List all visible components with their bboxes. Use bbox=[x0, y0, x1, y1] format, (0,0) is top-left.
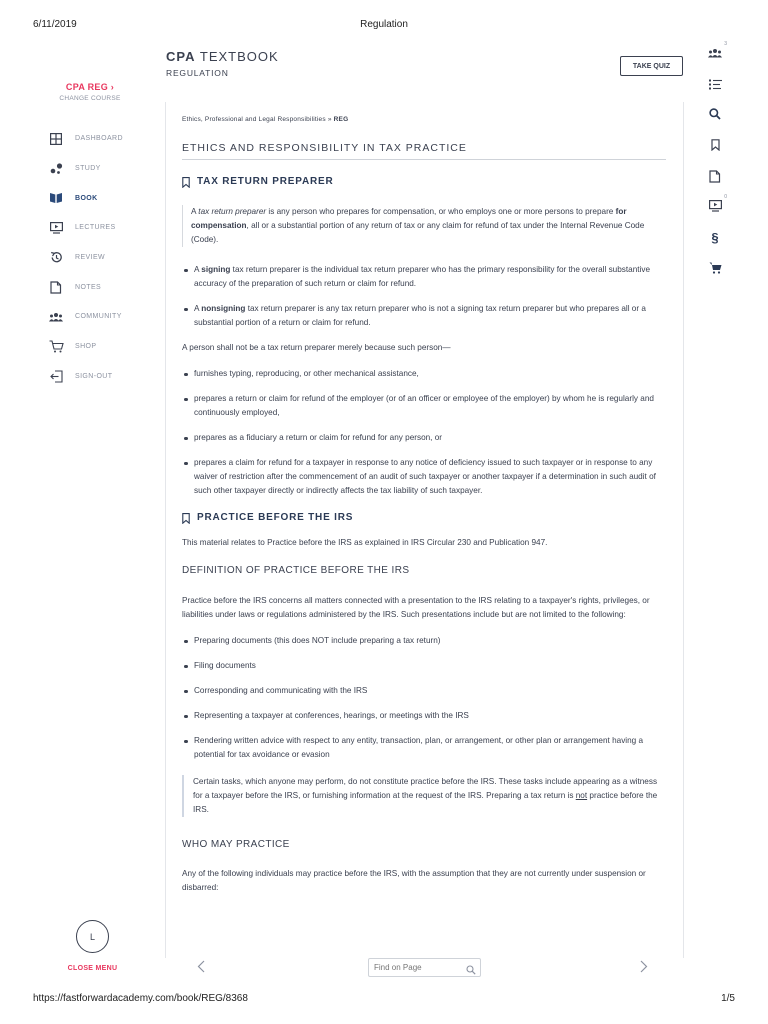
sidebar-item-label: COMMUNITY bbox=[75, 313, 122, 321]
list-item: A nonsigning tax return preparer is any tax return preparer who is not a signing tax return preparer but who prepares all or a substantial portion of a return or claim for refund. bbox=[182, 302, 666, 330]
take-quiz-button[interactable]: TAKE QUIZ bbox=[620, 56, 683, 76]
sidebar-nav bbox=[46, 124, 123, 391]
toolbar-search[interactable] bbox=[707, 106, 723, 122]
text-run: is any person who prepares for compensation, or who employs one or more persons to prepare bbox=[266, 207, 616, 216]
sidebar-item-label: BOOK bbox=[75, 194, 98, 202]
sign-out-icon bbox=[46, 368, 66, 384]
dashboard-icon bbox=[46, 131, 66, 147]
bookmark-icon[interactable] bbox=[182, 177, 190, 188]
list-item: Corresponding and communicating with the IRS bbox=[182, 684, 666, 698]
toolbar-community[interactable] bbox=[707, 41, 727, 61]
emphasis: not bbox=[575, 791, 588, 800]
list-item: Preparing documents (this does NOT include preparing a tax return) bbox=[182, 634, 666, 648]
definition-box bbox=[182, 205, 666, 247]
sidebar-item-label: DASHBOARD bbox=[75, 135, 123, 143]
toolbar-lectures[interactable] bbox=[707, 194, 727, 214]
brand-title bbox=[166, 49, 279, 64]
chevron-left-icon bbox=[197, 960, 205, 973]
list-item: furnishes typing, reproducing, or other mechanical assistance, bbox=[182, 367, 666, 381]
change-course-link[interactable]: CHANGE COURSE bbox=[59, 95, 121, 102]
paragraph: This material relates to Practice before the IRS as explained in IRS Circular 230 and Publication 947. bbox=[182, 538, 548, 547]
breadcrumb-topic[interactable]: Ethics, Professional and Legal Responsibilities » bbox=[182, 116, 332, 123]
notes-icon bbox=[709, 170, 721, 183]
shop-icon bbox=[46, 339, 66, 355]
breadcrumb-course[interactable]: REG bbox=[331, 116, 349, 123]
community-icon bbox=[46, 309, 66, 325]
section-title: PRACTICE BEFORE THE IRS bbox=[197, 512, 354, 523]
course-switcher[interactable] bbox=[40, 82, 140, 102]
previous-page-button[interactable] bbox=[197, 960, 205, 978]
sidebar-item-label: SHOP bbox=[75, 343, 97, 351]
list-icon bbox=[709, 79, 722, 90]
bookmark-icon[interactable] bbox=[182, 513, 190, 524]
review-icon bbox=[46, 250, 66, 266]
defined-term: tax return preparer bbox=[198, 207, 267, 216]
list-item: prepares as a fiduciary a return or claim for refund for any person, or bbox=[182, 431, 666, 445]
sidebar-item-shop[interactable] bbox=[46, 332, 123, 362]
sidebar-item-label: STUDY bbox=[75, 165, 101, 173]
sidebar-item-sign-out[interactable] bbox=[46, 362, 123, 392]
section-title: TAX RETURN PREPARER bbox=[197, 176, 334, 187]
toolbar-section[interactable] bbox=[707, 229, 723, 245]
toolbar-notes[interactable] bbox=[707, 168, 723, 184]
exceptions-list bbox=[182, 367, 666, 498]
lectures-icon bbox=[46, 220, 66, 236]
sidebar-item-dashboard[interactable] bbox=[46, 124, 123, 154]
content-left-divider bbox=[165, 102, 166, 958]
search-icon[interactable] bbox=[466, 962, 476, 980]
note-box bbox=[182, 775, 666, 817]
sidebar-item-label: SIGN-OUT bbox=[75, 372, 113, 380]
book-icon bbox=[46, 190, 66, 206]
print-url: https://fastforwardacademy.com/book/REG/8368 bbox=[33, 993, 248, 1004]
section-sign-icon: § bbox=[711, 229, 719, 245]
toolbar-outline[interactable] bbox=[707, 76, 723, 92]
brand-bold: CPA bbox=[166, 49, 196, 64]
search-icon bbox=[709, 108, 721, 120]
section-heading-practice-before-irs bbox=[182, 511, 666, 525]
sidebar-item-study[interactable] bbox=[46, 154, 123, 184]
toolbar-bookmark[interactable] bbox=[707, 137, 723, 153]
sidebar-item-lectures[interactable] bbox=[46, 213, 123, 243]
brand-subtitle: REGULATION bbox=[166, 68, 229, 78]
video-badge: 0 bbox=[724, 194, 727, 200]
cart-icon bbox=[709, 262, 722, 274]
print-page-number: 1/5 bbox=[721, 993, 735, 1004]
sidebar-item-label: NOTES bbox=[75, 283, 102, 291]
sidebar-item-label: REVIEW bbox=[75, 254, 106, 262]
close-menu-button[interactable]: CLOSE MENU bbox=[67, 965, 118, 972]
bookmark-icon bbox=[711, 139, 720, 151]
list-item: prepares a claim for refund for a taxpayer in response to any notice of deficiency issued to such taxpayer or in response to any waiver of restriction after the commencement of an audit of such taxpayer or another taxpayer if a determination in such audit of such other taxpayer directly or indirectly affects the tax liability of such taxpayer. bbox=[182, 456, 666, 498]
emphasis: for compensation bbox=[191, 207, 627, 230]
print-title: Regulation bbox=[360, 19, 408, 30]
community-badge: 3 bbox=[724, 41, 727, 47]
toolbar-shop[interactable] bbox=[707, 260, 723, 276]
brand-light: TEXTBOOK bbox=[199, 49, 279, 64]
text-run: , all or a substantial portion of any return of tax or any claim for refund of tax under the Internal Revenue Code (Code). bbox=[191, 221, 645, 244]
community-icon bbox=[708, 48, 722, 58]
next-page-button[interactable] bbox=[640, 960, 648, 978]
lectures-icon bbox=[709, 200, 722, 212]
paragraph: Practice before the IRS concerns all matters connected with a presentation to the IRS relating to a taxpayer's rights, privileges, or liabilities under laws or regulations administered by the IRS. Such presentations include but are not limited to the following: bbox=[182, 596, 650, 619]
chapter-title: ETHICS AND RESPONSIBILITY IN TAX PRACTICE bbox=[182, 141, 666, 160]
avatar[interactable]: L bbox=[76, 920, 109, 953]
section-heading-tax-return-preparer bbox=[182, 175, 666, 189]
practice-list bbox=[182, 634, 666, 762]
breadcrumb[interactable] bbox=[182, 113, 666, 127]
sidebar-item-label: LECTURES bbox=[75, 224, 116, 232]
sidebar-item-review[interactable] bbox=[46, 243, 123, 273]
chevron-right-icon bbox=[640, 960, 648, 973]
list-item: Representing a taxpayer at conferences, hearings, or meetings with the IRS bbox=[182, 709, 666, 723]
course-name[interactable]: CPA REG › bbox=[65, 82, 115, 92]
list-item: Rendering written advice with respect to any entity, transaction, plan, or arrangement, or other plan or arrangement having a potential for tax avoidance or evasion bbox=[182, 734, 666, 762]
study-icon bbox=[46, 161, 66, 177]
content-right-divider bbox=[683, 102, 684, 958]
paragraph: Any of the following individuals may practice before the IRS, with the assumption that they are not currently under suspension or disbarred: bbox=[182, 869, 646, 892]
text-run: Certain tasks, which anyone may perform, do not constitute practice before the IRS. These tasks include appearing as a witness for a taxpayer before the IRS, or furnishing information at the request of the IRS. Preparing a tax return is bbox=[193, 777, 658, 800]
subheading: WHO MAY PRACTICE bbox=[182, 839, 290, 850]
text-run: practice before the IRS. bbox=[193, 791, 658, 814]
preparer-types-list bbox=[182, 263, 666, 330]
sidebar-item-community[interactable] bbox=[46, 302, 123, 332]
list-item: Filing documents bbox=[182, 659, 666, 673]
list-item: prepares a return or claim for refund of the employer (or of an officer or employee of the employer) by whom he is regularly and continuously employed, bbox=[182, 392, 666, 420]
paragraph: A person shall not be a tax return preparer merely because such person— bbox=[182, 343, 451, 352]
list-item: A signing tax return preparer is the individual tax return preparer who has the primary responsibility for the overall substantive accuracy of the preparation of such return or claim for refund. bbox=[182, 263, 666, 291]
sidebar-item-notes[interactable] bbox=[46, 272, 123, 302]
notes-icon bbox=[46, 279, 66, 295]
find-on-page-input[interactable] bbox=[368, 958, 481, 977]
subheading: DEFINITION OF PRACTICE BEFORE THE IRS bbox=[182, 565, 410, 576]
print-date: 6/11/2019 bbox=[33, 19, 77, 30]
text-run: A bbox=[191, 207, 199, 216]
textbook-content bbox=[182, 113, 666, 895]
sidebar-item-book[interactable] bbox=[46, 183, 123, 213]
